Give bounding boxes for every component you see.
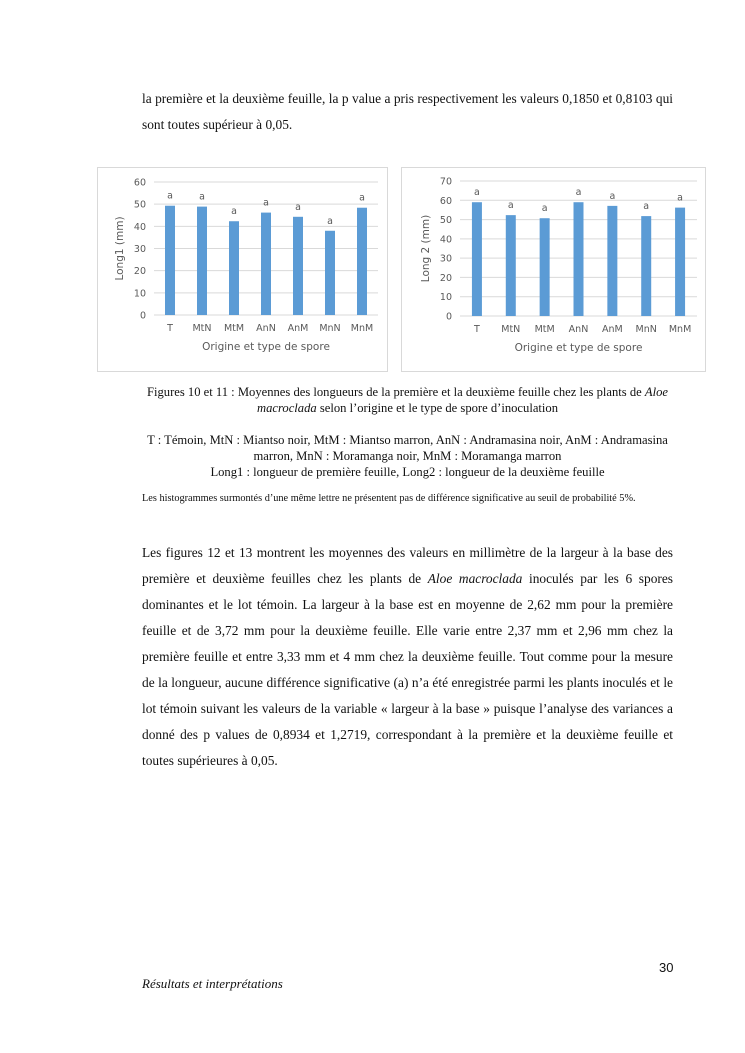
y-tick-label: 0 — [139, 310, 146, 322]
data-label: a — [474, 187, 480, 199]
data-label: a — [643, 201, 650, 213]
x-tick-label: AnN — [256, 323, 276, 334]
caption-suffix: selon l’origine et le type de spore d’inoculation — [316, 401, 558, 415]
data-label: a — [327, 215, 333, 227]
bar-MnN — [325, 231, 335, 315]
caption-legend-line2: Long1 : longueur de première feuille, Long2 : longueur de la deuxième feuille — [210, 465, 605, 479]
bar-MnM — [357, 208, 367, 315]
bar-AnM — [293, 217, 303, 315]
y-tick-label: 20 — [439, 272, 452, 284]
intro-paragraph: la première et la deuxième feuille, la p value a pris respectivement les valeurs 0,1850 et 0,8103 qui sont toutes supérieur à 0,05. — [142, 91, 673, 132]
y-tick-label: 50 — [439, 215, 452, 227]
x-tick-label: MnN — [319, 323, 341, 334]
footer-section-title: Résultats et interprétations — [142, 976, 283, 991]
y-tick-label: 20 — [133, 266, 146, 278]
bar-T — [472, 202, 482, 316]
bar-MtM — [229, 221, 239, 315]
body-species: Aloe macroclada — [427, 571, 523, 586]
y-tick-label: 60 — [439, 195, 452, 207]
figure-11-svg — [402, 168, 705, 371]
data-label: a — [263, 197, 269, 209]
caption-species: Aloe macroclada — [256, 385, 668, 415]
x-tick-label: MtM — [223, 323, 245, 334]
x-axis-title: Origine et type de spore — [514, 342, 643, 354]
caption-legend — [142, 432, 673, 480]
x-tick-label: T — [167, 323, 173, 334]
y-tick-label: 40 — [439, 234, 452, 246]
data-label: a — [199, 191, 205, 203]
x-axis-title: Origine et type de spore — [202, 341, 330, 353]
figure-11-chart — [401, 167, 706, 372]
significance-note: Les histogrammes surmontés d’une même lettre ne présentent pas de différence significative au seuil de probabilité 5%. — [142, 493, 636, 504]
figure-10-svg — [98, 168, 387, 371]
bar-MnN — [641, 216, 651, 316]
y-tick-label: 30 — [133, 244, 146, 255]
x-tick-label: MtN — [501, 324, 521, 335]
y-tick-label: 60 — [133, 177, 146, 189]
x-tick-label: MnM — [668, 324, 692, 335]
bar-T — [165, 206, 175, 315]
x-tick-label: AnN — [568, 324, 589, 335]
data-label: a — [359, 192, 365, 204]
caption-legend-line1: T : Témoin, MtN : Miantso noir, MtM : Miantso marron, AnN : Andramasina noir, AnM : Andramasina marron, MnN : Moramanga noir, MnM : Moramanga marron — [147, 433, 668, 463]
x-tick-label: MnM — [350, 323, 374, 334]
data-label: a — [507, 200, 514, 212]
y-tick-label: 40 — [133, 221, 146, 233]
figure-10-chart — [97, 167, 388, 372]
data-label: a — [541, 203, 548, 215]
body-paragraph — [142, 540, 673, 774]
x-tick-label: AnM — [601, 324, 623, 335]
body-text-after: inoculés par les 6 spores dominantes et le lot témoin. La largeur à la base est en moyenne de 2,62 mm pour la première feuille et de 3,72 mm pour la deuxième feuille. Elle varie entre 2,37 mm et 2,96 mm chez la première feuille et entre 3,33 mm et 4 mm chez la deuxième feuille. Tout comme pour la mesure de la longueur, aucune différence significative (a) n’a été enregistrée parmi les plants inoculés et le lot témoin suivant les valeurs de la variable « largeur à la base » puisque l’analyse des variances a donné des p values de 0,8934 et 1,2719, correspondant à la première et la deuxième feuille et toutes supérieures à 0,05. — [142, 571, 674, 768]
page-number: 30 — [659, 960, 674, 975]
data-label: a — [677, 192, 683, 204]
x-tick-label: MtM — [534, 324, 555, 335]
bar-MtM — [540, 218, 550, 316]
y-tick-label: 70 — [439, 176, 452, 188]
body-text-before: Les figures 12 et 13 montrent les moyennes des valeurs en millimètre de la largeur à la base des première et deuxième feuilles chez les plants de — [142, 545, 673, 586]
y-tick-label: 10 — [133, 288, 146, 300]
y-tick-label: 50 — [133, 199, 146, 211]
data-label: a — [575, 187, 582, 199]
data-label: a — [167, 190, 173, 202]
bar-MnM — [675, 208, 685, 316]
y-tick-label: 0 — [445, 311, 452, 323]
x-tick-label: MtN — [192, 323, 212, 334]
caption-prefix: Figures 10 et 11 : Moyennes des longueurs de la première et la deuxième feuille chez les plants de — [147, 385, 645, 399]
data-label: a — [231, 206, 237, 218]
x-tick-label: T — [474, 324, 480, 335]
data-label: a — [295, 201, 301, 213]
y-tick-label: 10 — [439, 292, 452, 304]
bar-AnN — [261, 213, 271, 315]
data-label: a — [609, 190, 616, 202]
bar-MtN — [197, 207, 207, 315]
x-tick-label: AnM — [287, 323, 309, 334]
bar-AnM — [607, 206, 617, 316]
y-tick-label: 30 — [439, 253, 452, 265]
y-axis-title: Long1 (mm) — [114, 216, 126, 281]
bar-MtN — [506, 215, 516, 316]
y-axis-title: Long 2 (mm) — [420, 214, 432, 283]
bar-AnN — [574, 202, 584, 316]
x-tick-label: MnN — [635, 324, 657, 335]
figure-caption — [142, 384, 673, 416]
